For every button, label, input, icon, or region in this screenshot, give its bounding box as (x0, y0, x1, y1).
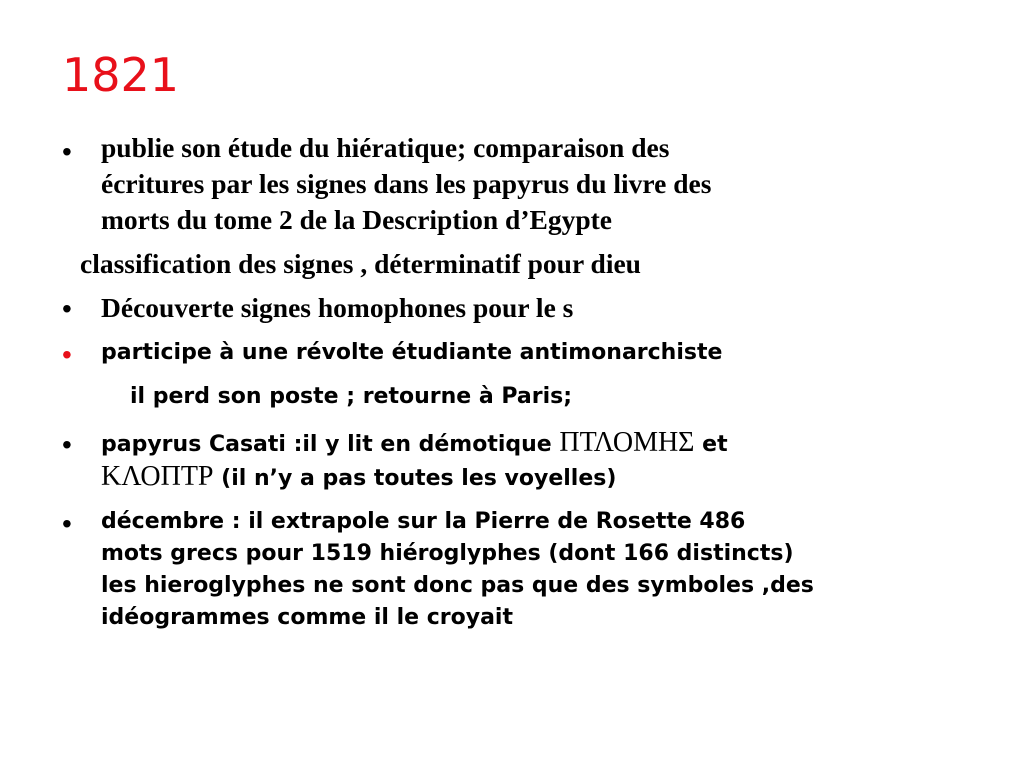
text-line: Découverte signes homophones pour le s (101, 292, 574, 323)
text-classification (80, 246, 641, 282)
text-line: les hieroglyphes ne sont donc pas que des symboles ,des (101, 573, 814, 598)
bullet-text-revolte (101, 337, 722, 369)
text-line: publie son étude du hiératique; comparaison des (101, 132, 670, 163)
bullet-text-papyrus-casati (101, 427, 728, 495)
bullet-marker: • (62, 429, 72, 460)
text-fragment: (il n’y a pas toutes les voyelles) (213, 466, 617, 491)
slide-title: 1821 (62, 48, 180, 102)
text-line: décembre : il extrapole sur la Pierre de Rosette 486 (101, 509, 746, 534)
bullet-marker: • (62, 293, 72, 324)
text-fragment: papyrus Casati :il y lit en démotique (101, 432, 560, 457)
text-fragment: et (694, 432, 728, 457)
bullet-text-homophones (101, 290, 573, 326)
bullet-marker: • (62, 508, 72, 539)
text-line: morts du tome 2 de la Description d’Egypte (101, 204, 613, 235)
text-perd-poste (130, 381, 572, 413)
bullet-text-decembre (101, 506, 814, 634)
text-line: participe à une révolte étudiante antimonarchiste (101, 340, 723, 365)
text-line (101, 427, 728, 461)
bullet-marker: • (62, 136, 72, 167)
bullet-marker-red: • (62, 339, 72, 370)
text-line: idéogrammes comme il le croyait (101, 605, 513, 630)
text-line (101, 461, 728, 495)
text-line: mots grecs pour 1519 hiéroglyphes (dont 166 distincts) (101, 541, 794, 566)
greek-word-ptolemaios: ΠΤΛΟΜΗΣ (559, 427, 695, 458)
greek-word-kleopatra: ΚΛΟΠΤΡ (101, 461, 214, 492)
text-line: classification des signes , déterminatif pour dieu (80, 248, 641, 279)
text-line: écritures par les signes dans les papyrus du livre des (101, 168, 712, 199)
text-line: il perd son poste ; retourne à Paris; (130, 384, 573, 409)
bullet-text-publication (101, 130, 711, 238)
